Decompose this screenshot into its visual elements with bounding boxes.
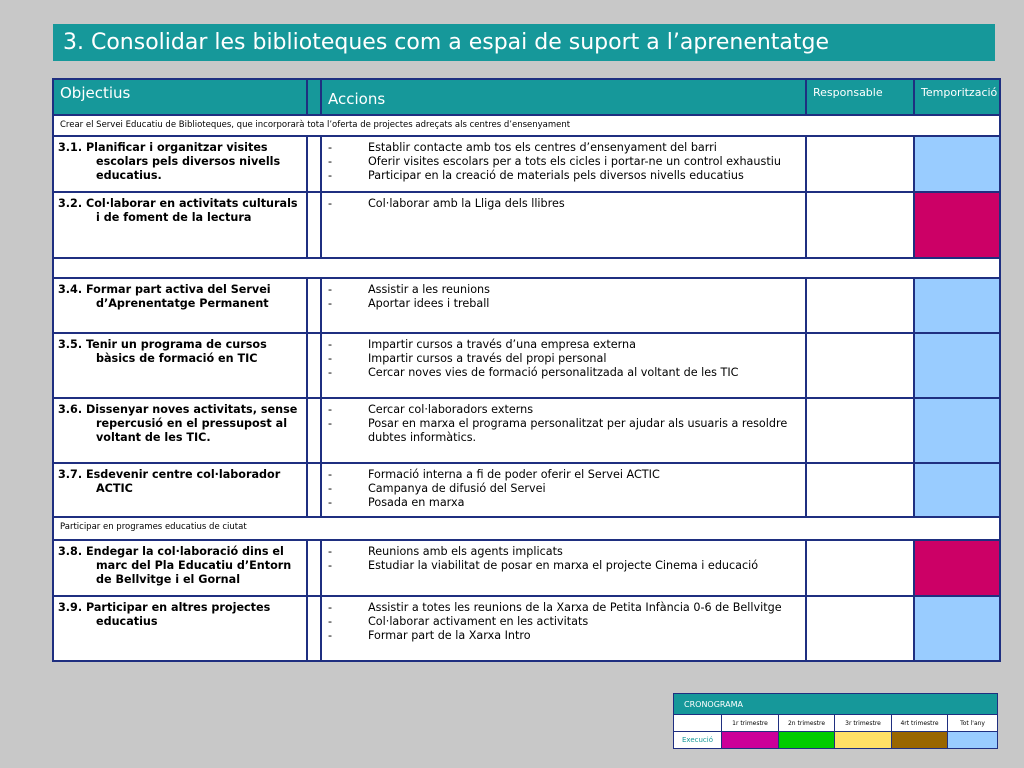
timing-cell [914, 278, 1000, 333]
action-item: - Col·laborar amb la Lliga dels llibres [328, 197, 565, 210]
spacer-cell [307, 278, 321, 333]
table-row [53, 278, 1000, 333]
section-label: Participar en programes educatius de ciutat [53, 517, 1000, 540]
cronograma-title: CRONOGRAMA [674, 694, 998, 715]
crono-swatch [779, 732, 835, 749]
action-item: - Aportar idees i treball [328, 297, 490, 310]
responsable-cell [806, 192, 914, 258]
crono-swatch [835, 732, 892, 749]
actions-cell [321, 278, 806, 333]
objective-cell: 3.4. Formar part activa del Servei d’Aprenentatge Permanent [53, 278, 307, 333]
actions-cell [321, 596, 806, 661]
header-responsable: Responsable [806, 79, 914, 115]
objective-cell: 3.7. Esdevenir centre col·laborador ACTIC [53, 463, 307, 517]
crono-col: 2n trimestre [779, 715, 835, 732]
timing-cell [914, 136, 1000, 192]
crono-row-label: Execució [674, 732, 722, 749]
crono-col: 1r trimestre [722, 715, 779, 732]
objective-cell: 3.9. Participar en altres projectes educatius [53, 596, 307, 661]
page-title: 3. Consolidar les biblioteques com a espai de suport a l’aprenentatge [53, 24, 995, 61]
actions-cell [321, 136, 806, 192]
action-item: - Formar part de la Xarxa Intro [328, 629, 531, 642]
action-item: - Posada en marxa [328, 496, 465, 509]
cronograma-columns [674, 715, 998, 732]
actions-cell [321, 540, 806, 596]
action-item: - Reunions amb els agents implicats [328, 545, 563, 558]
responsable-cell [806, 463, 914, 517]
timing-cell [914, 463, 1000, 517]
objective-cell [53, 136, 307, 192]
responsable-cell [806, 136, 914, 192]
action-item: - Col·laborar activament en les activitats [328, 615, 589, 628]
timing-cell [914, 540, 1000, 596]
crono-col: 4rt trimestre [892, 715, 948, 732]
spacer-cell [307, 398, 321, 463]
section-row-2 [53, 517, 1000, 540]
crono-col: 3r trimestre [835, 715, 892, 732]
responsable-cell [806, 333, 914, 398]
timing-cell [914, 596, 1000, 661]
action-item: - Formació interna a fi de poder oferir el Servei ACTIC [328, 468, 660, 481]
timing-cell [914, 192, 1000, 258]
crono-swatch [948, 732, 998, 749]
actions-cell [321, 192, 806, 258]
header-row [53, 79, 1000, 115]
spacer-cell [307, 192, 321, 258]
responsable-cell [806, 596, 914, 661]
header-accions: Accions [321, 79, 806, 115]
table-row [53, 596, 1000, 661]
responsable-cell [806, 398, 914, 463]
action-item: - Cercar col·laboradors externs [328, 403, 534, 416]
header-temporitzacio: Temporització [914, 79, 1000, 115]
actions-cell [321, 398, 806, 463]
cronograma-exec-row [674, 732, 998, 749]
timing-cell [914, 333, 1000, 398]
action-item: - Impartir cursos a través d’una empresa externa [328, 338, 636, 351]
action-item: - Participar en la creació de materials pels diversos nivells educatius [328, 169, 744, 182]
actions-cell [321, 463, 806, 517]
spacer-cell [307, 596, 321, 661]
empty-row [53, 258, 1000, 278]
action-item: - Assistir a totes les reunions de la Xarxa de Petita Infància 0-6 de Bellvitge [328, 601, 782, 614]
spacer-cell [307, 540, 321, 596]
table-row [53, 333, 1000, 398]
spacer-cell [307, 463, 321, 517]
table-row [53, 463, 1000, 517]
objective-number: 3.1. [58, 141, 83, 154]
crono-col: Tot l'any [948, 715, 998, 732]
cronograma-legend [673, 693, 998, 749]
objective-cell: 3.6. Dissenyar noves activitats, sense repercusió en el pressupost al voltant de les TIC. [53, 398, 307, 463]
timing-cell [914, 398, 1000, 463]
table-row [53, 136, 1000, 192]
objective-cell: 3.5. Tenir un programa de cursos bàsics de formació en TIC [53, 333, 307, 398]
table-row [53, 398, 1000, 463]
actions-cell [321, 333, 806, 398]
action-item: - Posar en marxa el programa personalitzat per ajudar als usuaris a resoldre dubtes informàtics. [328, 417, 788, 444]
action-item: - Oferir visites escolars per a tots els cicles i portar-ne un control exhaustiu [328, 155, 781, 168]
header-spacer [307, 79, 321, 115]
spacer-cell [307, 136, 321, 192]
crono-swatch [722, 732, 779, 749]
action-item: - Campanya de difusió del Servei [328, 482, 546, 495]
objectives-table [52, 78, 1001, 662]
objective-cell: 3.2. Col·laborar en activitats culturals i de foment de la lectura [53, 192, 307, 258]
cronograma-title-row [674, 694, 998, 715]
action-item: - Cercar noves vies de formació personalitzada al voltant de les TIC [328, 366, 739, 379]
action-item: - Assistir a les reunions [328, 283, 490, 296]
objective-text: Planificar i organitzar visites escolars pels diversos nivells educatius. [85, 141, 281, 182]
spacer-cell [307, 333, 321, 398]
crono-swatch [892, 732, 948, 749]
action-item: - Estudiar la viabilitat de posar en marxa el projecte Cinema i educació [328, 559, 759, 572]
responsable-cell [806, 278, 914, 333]
action-item: - Establir contacte amb tos els centres d’ensenyament del barri [328, 141, 717, 154]
objective-cell: 3.8. Endegar la col·laboració dins el marc del Pla Educatiu d’Entorn de Bellvitge i el Gornal [53, 540, 307, 596]
header-objectius: Objectius [53, 79, 307, 115]
responsable-cell [806, 540, 914, 596]
table-row [53, 540, 1000, 596]
section-row-1 [53, 115, 1000, 136]
section-label: Crear el Servei Educatiu de Biblioteques, que incorporarà tota l’oferta de projectes adreçats als centres d’ensenyament [53, 115, 1000, 136]
table-row [53, 192, 1000, 258]
action-item: - Impartir cursos a través del propi personal [328, 352, 607, 365]
